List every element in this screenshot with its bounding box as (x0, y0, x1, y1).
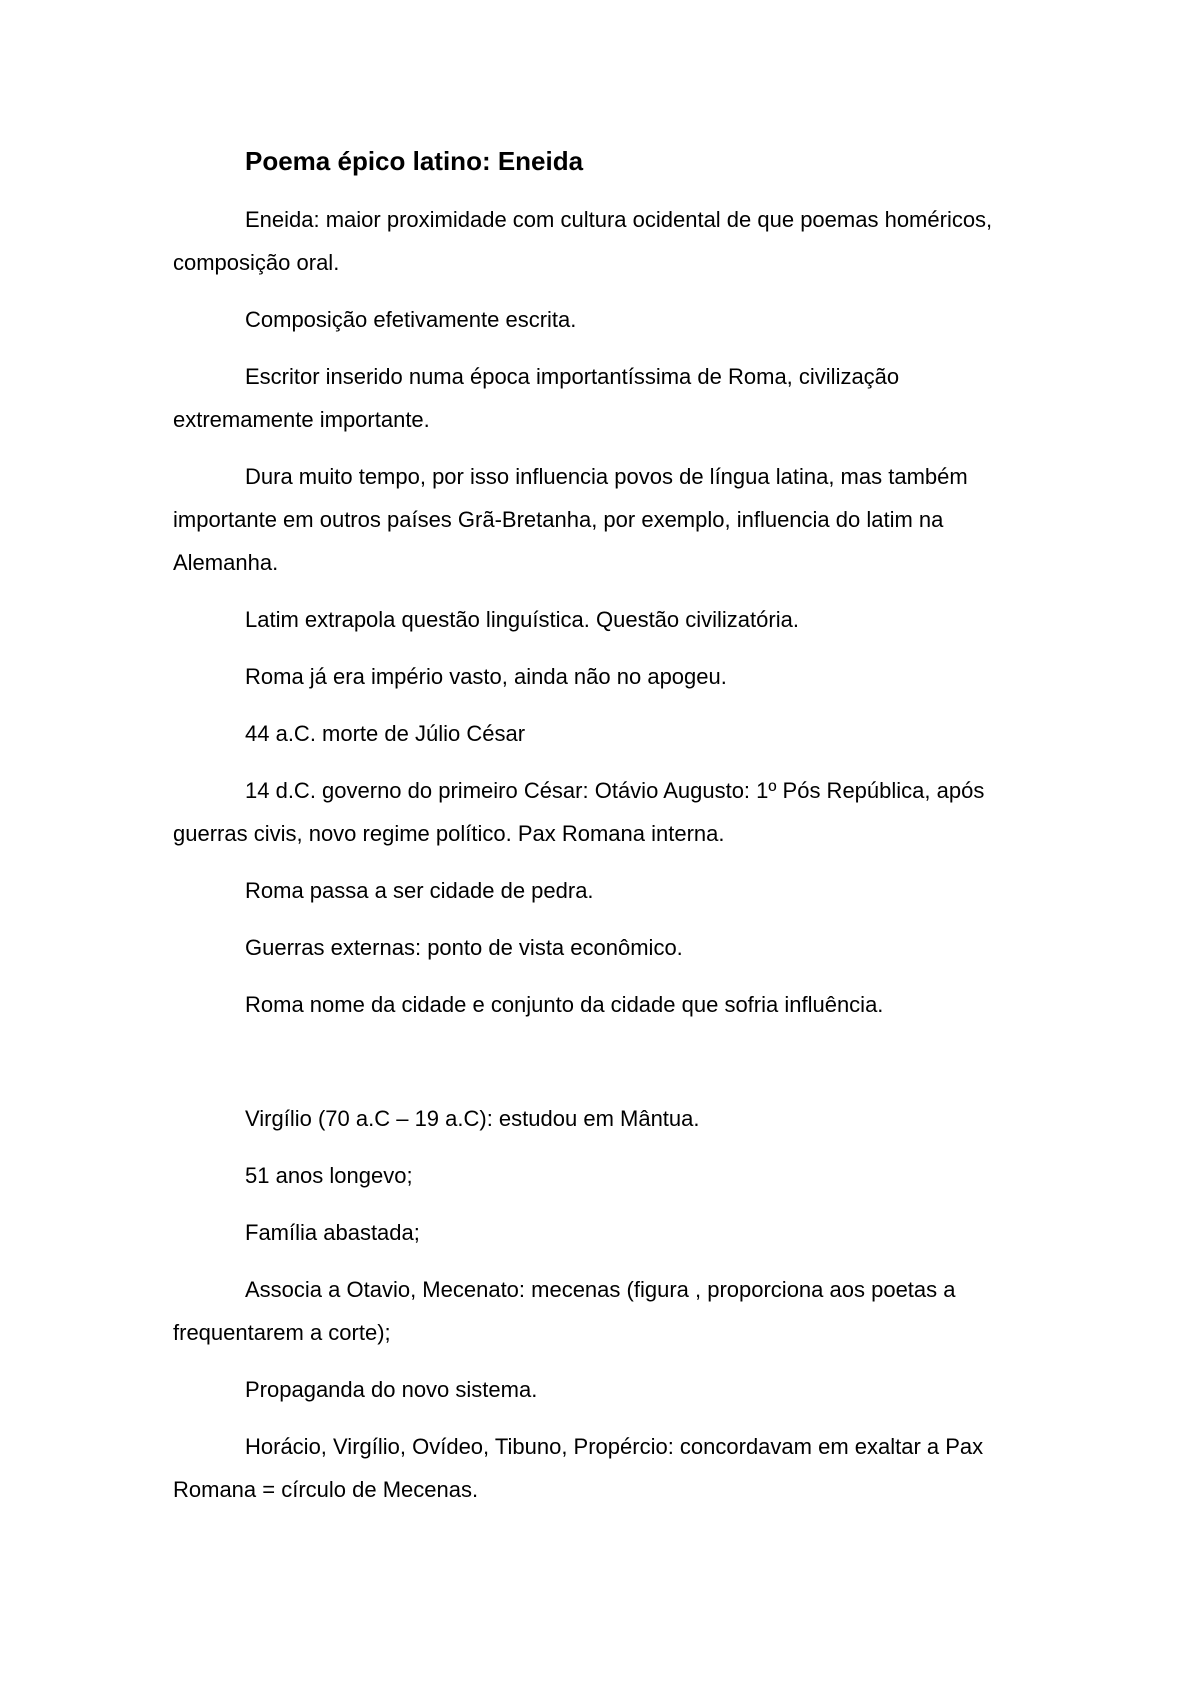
paragraph: Dura muito tempo, por isso influencia povos de língua latina, mas também importante em outros países Grã-Bretanha, por exemplo, influencia do latim na Alemanha. (173, 464, 968, 575)
paragraph: Roma nome da cidade e conjunto da cidade que sofria influência. (245, 992, 884, 1017)
document-page (173, 140, 1041, 1525)
paragraph: Eneida: maior proximidade com cultura ocidental de que poemas homéricos, composição oral. (173, 207, 993, 275)
paragraph: Escritor inserido numa época importantíssima de Roma, civilização extremamente importante. (173, 364, 900, 432)
paragraph: Família abastada; (245, 1220, 420, 1245)
paragraph: Guerras externas: ponto de vista econômico. (245, 935, 683, 960)
paragraph: Associa a Otavio, Mecenato: mecenas (figura , proporciona aos poetas a frequentarem a corte); (173, 1277, 956, 1345)
paragraph: Latim extrapola questão linguística. Questão civilizatória. (245, 607, 799, 632)
document-title: Poema épico latino: Eneida (245, 146, 584, 176)
paragraph: Virgílio (70 a.C – 19 a.C): estudou em Mântua. (245, 1106, 700, 1131)
paragraph: 51 anos longevo; (245, 1163, 413, 1188)
paragraph: Roma já era império vasto, ainda não no apogeu. (245, 664, 727, 689)
blank-line (173, 1040, 1041, 1097)
paragraph: Roma passa a ser cidade de pedra. (245, 878, 594, 903)
paragraph: Composição efetivamente escrita. (245, 307, 577, 332)
paragraph: 44 a.C. morte de Júlio César (245, 721, 526, 746)
paragraph: 14 d.C. governo do primeiro César: Otávio Augusto: 1º Pós República, após guerras civis, novo regime político. Pax Romana interna. (173, 778, 985, 846)
paragraph: Propaganda do novo sistema. (245, 1377, 538, 1402)
paragraph: Horácio, Virgílio, Ovídeo, Tibuno, Propércio: concordavam em exaltar a Pax Romana = círculo de Mecenas. (173, 1434, 984, 1502)
